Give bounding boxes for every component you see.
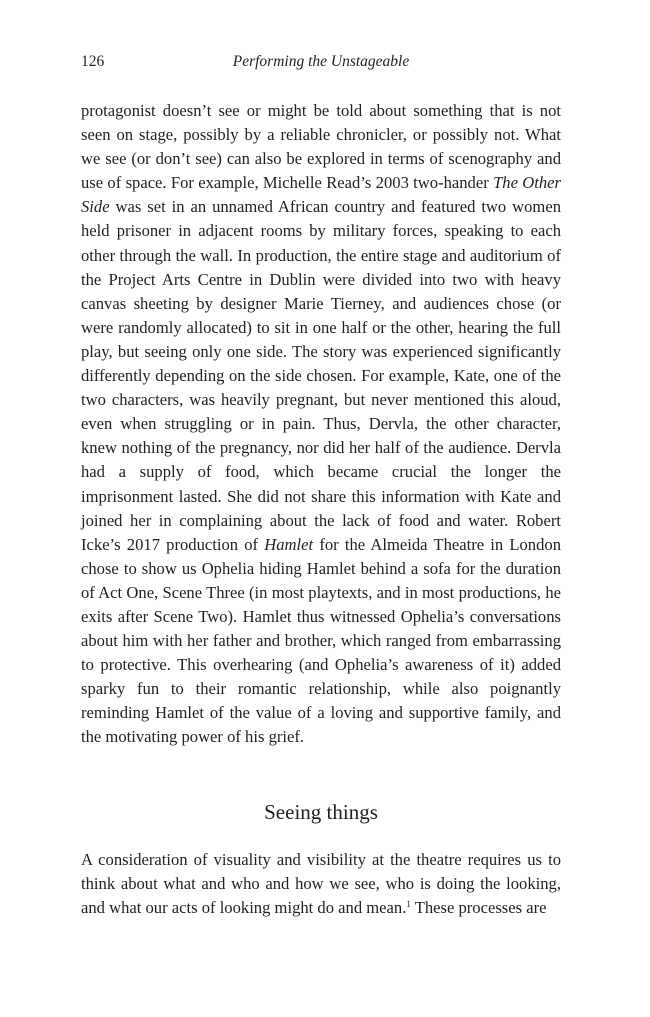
footnote-reference[interactable]: 1 <box>406 899 411 910</box>
paragraph-2-part-2: These processes are <box>410 898 547 918</box>
paragraph-2-part-1: A consideration of visuality and visibility at the theatre requires us to think about what and who and how we see, who is doing the looking, and what our acts of looking might do and mean. <box>81 850 561 918</box>
book-title: Performing the Unstageable <box>232 53 410 70</box>
paragraph-1-part-3: for the Almeida Theatre in London chose to show us Ophelia hiding Hamlet behind a sofa for the duration of Act One, Scene Three (in most playtexts, and in most productions, he exits after Scene Two). Hamlet thus witnessed Ophelia’s conversations about him with her father and brother, which ranged from embarrassing to protective. This overhearing (and Ophelia’s awareness of it) added sparky fun to their romantic relationship, while also poignantly reminding Hamlet of the value of a loving and supportive family, and the motivating power of his grief. <box>81 534 561 747</box>
page-number: 126 <box>81 53 105 70</box>
section-heading: Seeing things <box>264 800 378 824</box>
running-head <box>81 50 561 74</box>
paragraph-1 <box>81 99 561 750</box>
paragraph-2-text <box>81 848 561 920</box>
paragraph-1-part-2: was set in an unnamed African country and featured two women held prisoner in adjacent rooms by military forces, speaking to each other through the wall. In production, the entire stage and auditorium of the Project Arts Centre in Dublin were divided into two with heavy canvas sheeting by designer Marie Tierney, and audiences chose (or were randomly allocated) to sit in one half or the other, hearing the full play, but seeing only one side. The story was experienced significantly differently depending on the side chosen. For example, Kate, one of the two characters, was heavily pregnant, but never mentioned this aloud, even when struggling or in pain. Thus, Dervla, the other character, knew nothing of the pregnancy, nor did her half of the audience. Dervla had a supply of food, which became crucial the longer the imprisonment lasted. She did not share this information with Kate and joined her in complaining about the lack of food and water. Robert Icke’s 2017 production of <box>81 197 561 554</box>
play-title-hamlet: Hamlet <box>264 534 314 554</box>
paragraph-1-text <box>81 99 561 750</box>
paragraph-1-part-1: protagonist doesn’t see or might be told about something that is not seen on stage, possibly by a reliable chronicler, or possibly not. What we see (or don’t see) can also be explored in terms of scenography and use of space. For example, Michelle Read’s 2003 two-hander <box>81 101 561 193</box>
paragraph-2 <box>81 848 561 920</box>
play-title-the-other-side: The Other Side <box>81 173 561 217</box>
